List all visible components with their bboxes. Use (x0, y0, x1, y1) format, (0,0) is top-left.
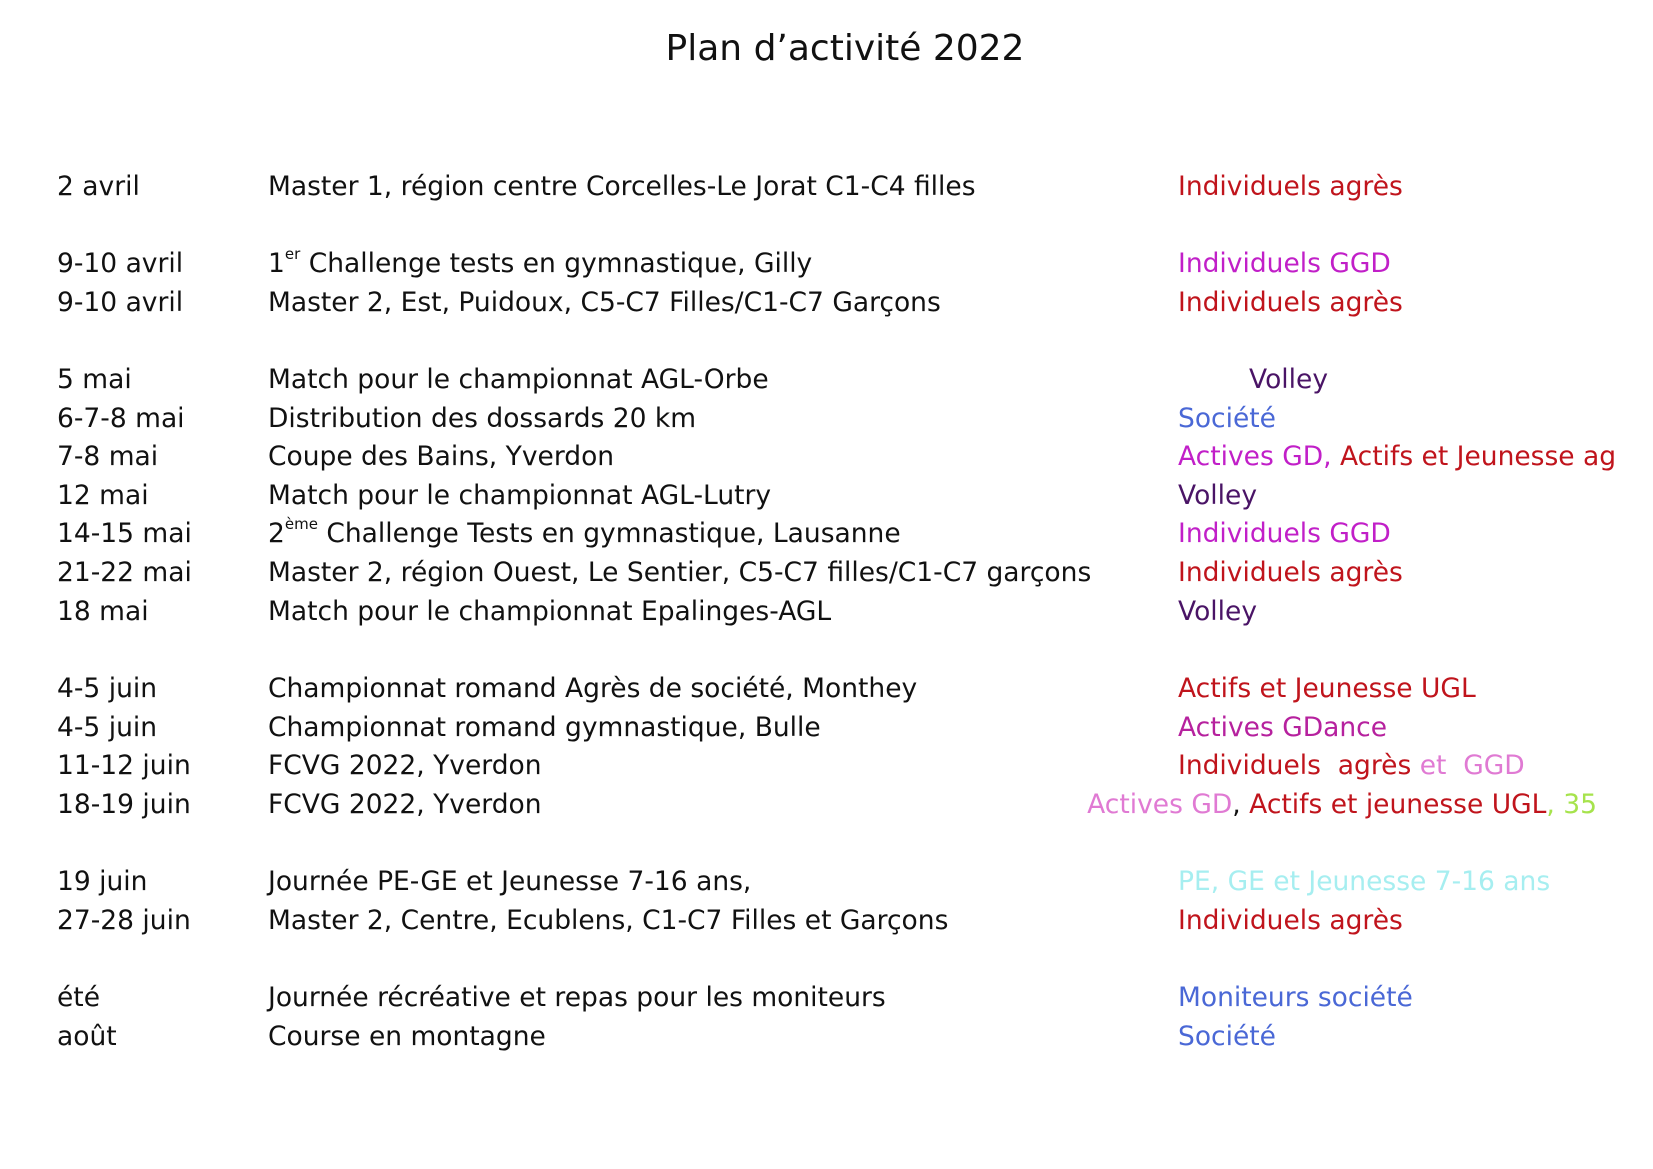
activity-event: Master 2, région Ouest, Le Sentier, C5-C7 filles/C1-C7 garçons (268, 557, 1092, 588)
activity-event: Master 2, Est, Puidoux, C5-C7 Filles/C1-C7 Garçons (268, 287, 941, 318)
activity-date: 5 mai (57, 364, 132, 395)
activity-group: Actifs et Jeunesse UGL (1178, 673, 1476, 704)
activity-row (0, 669, 1653, 709)
activity-group: Individuels GGD (1178, 248, 1391, 279)
activity-date: 21-22 mai (57, 557, 192, 588)
activity-date: 2 avril (57, 171, 140, 202)
activity-row (0, 708, 1653, 748)
activity-event: Journée PE-GE et Jeunesse 7-16 ans, (268, 866, 752, 897)
activity-row (0, 746, 1653, 786)
activity-row (0, 283, 1653, 323)
activity-date: 11-12 juin (57, 750, 191, 781)
activity-row (0, 437, 1653, 477)
activity-row (0, 785, 1653, 825)
activity-date: 18-19 juin (57, 789, 191, 820)
activity-group: Société (1178, 1021, 1276, 1052)
activity-row (0, 1017, 1653, 1057)
activity-row (0, 862, 1653, 902)
activity-event: Journée récréative et repas pour les moniteurs (268, 982, 886, 1013)
activity-date: 14-15 mai (57, 518, 192, 549)
activity-group: Individuels agrès et GGD (1178, 750, 1525, 781)
activity-date: 6-7-8 mai (57, 403, 185, 434)
activity-row (0, 514, 1653, 554)
activity-row (0, 399, 1653, 439)
activity-row (0, 244, 1653, 284)
activity-event: Match pour le championnat AGL-Lutry (268, 480, 772, 511)
activity-row (0, 553, 1653, 593)
activity-group: Individuels GGD (1178, 518, 1391, 549)
ordinal-suffix: ème (284, 515, 318, 534)
activity-row (0, 167, 1653, 207)
activity-date: 4-5 juin (57, 712, 158, 743)
activity-group: Individuels agrès (1178, 905, 1403, 936)
activity-date: 12 mai (57, 480, 149, 511)
activity-group: Volley (1178, 480, 1257, 511)
activity-group: Société (1178, 403, 1276, 434)
activity-event: Championnat romand Agrès de société, Monthey (268, 673, 918, 704)
activity-group: PE, GE et Jeunesse 7-16 ans (1178, 866, 1551, 897)
activity-group: Actives GDance (1178, 712, 1388, 743)
ordinal-suffix: er (284, 245, 301, 264)
activity-date: 18 mai (57, 596, 149, 627)
activity-date: 27-28 juin (57, 905, 191, 936)
activity-group: Individuels agrès (1178, 171, 1403, 202)
activity-group: Actives GD, Actifs et Jeunesse ag (1178, 441, 1617, 472)
activity-row (0, 360, 1653, 400)
activity-group: Individuels agrès (1178, 557, 1403, 588)
activity-group: Actives GD, Actifs et jeunesse UGL, 35 (1087, 789, 1597, 820)
activity-event: Master 2, Centre, Ecublens, C1-C7 Filles et Garçons (268, 905, 949, 936)
activity-date: 9-10 avril (57, 287, 184, 318)
activity-date: 19 juin (57, 866, 148, 897)
activity-event: Distribution des dossards 20 km (268, 403, 697, 434)
activity-row (0, 476, 1653, 516)
activity-event: 1er Challenge tests en gymnastique, Gilly (268, 245, 813, 279)
activity-event: Championnat romand gymnastique, Bulle (268, 712, 821, 743)
activity-event: Coupe des Bains, Yverdon (268, 441, 615, 472)
activity-event: 2ème Challenge Tests en gymnastique, Lausanne (268, 515, 901, 549)
activity-date: 7-8 mai (57, 441, 159, 472)
activity-event: Master 1, région centre Corcelles-Le Jorat C1-C4 filles (268, 171, 976, 202)
activity-group: Moniteurs société (1178, 982, 1413, 1013)
activity-group: Individuels agrès (1178, 287, 1403, 318)
activity-row (0, 978, 1653, 1018)
activity-date: 9-10 avril (57, 248, 184, 279)
activity-date: août (57, 1021, 117, 1052)
activity-row (0, 901, 1653, 941)
activity-event: Course en montagne (268, 1021, 546, 1052)
activity-group: Volley (1249, 364, 1328, 395)
activity-date: 4-5 juin (57, 673, 158, 704)
activity-group: Volley (1178, 596, 1257, 627)
activity-event: Match pour le championnat Epalinges-AGL (268, 596, 832, 627)
activity-event: FCVG 2022, Yverdon (268, 789, 542, 820)
activity-date: été (57, 982, 100, 1013)
activity-event: FCVG 2022, Yverdon (268, 750, 542, 781)
activity-event: Match pour le championnat AGL-Orbe (268, 364, 769, 395)
activity-row (0, 592, 1653, 632)
document-title: Plan d’activité 2022 (665, 28, 1025, 69)
